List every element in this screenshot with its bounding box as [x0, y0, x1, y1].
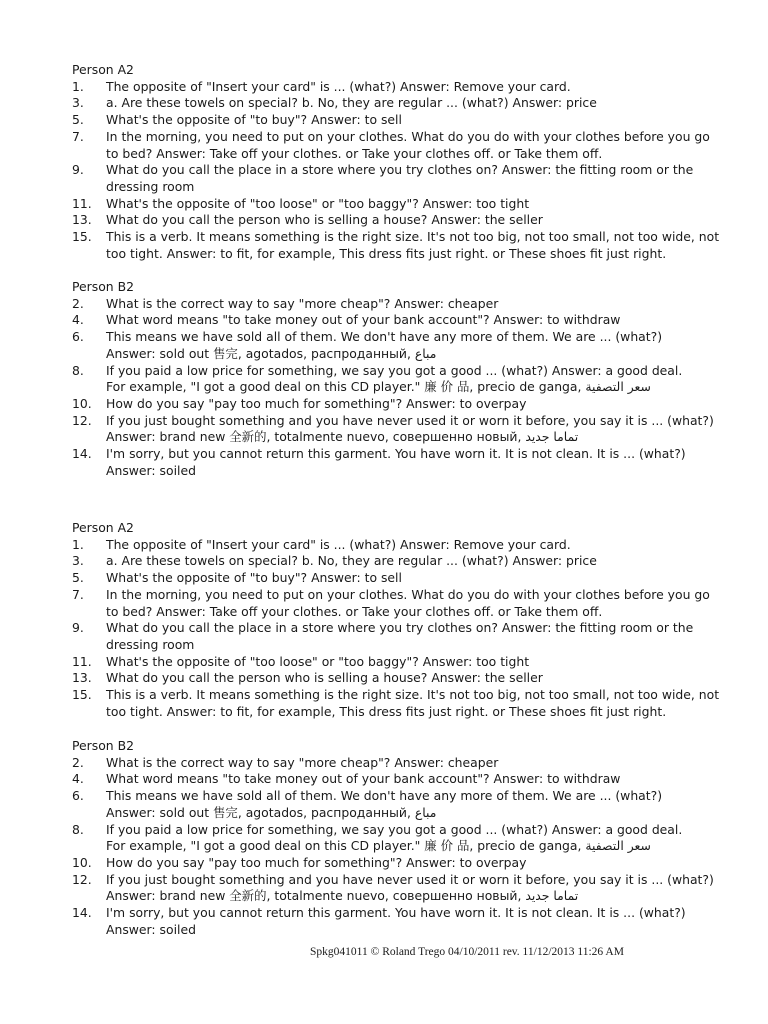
answer-text: too tight. Answer: to fit, for example, This dress fits just right. or These shoes fit just right. — [106, 245, 667, 261]
question-text: In the morning, you need to put on your clothes. What do you do with your clothes before you go — [106, 586, 710, 602]
question-text: This is a verb. It means something is the right size. It's not too big, not too small, not too wide, not — [106, 687, 720, 703]
question-text: What do you call the place in a store where you try clothes on? Answer: the fitting room or the — [106, 620, 694, 636]
question-text: If you just bought something and you have never used it or worn it before, you say it is ... (what?) — [106, 412, 714, 428]
question-text: a. Are these towels on special? b. No, they are regular ... (what?) Answer: price — [106, 95, 597, 111]
question-number: 10. — [72, 395, 92, 411]
question-item — [72, 396, 722, 413]
question-text: I'm sorry, but you cannot return this garment. You have worn it. It is not clean. It is ... (what?) — [106, 905, 686, 921]
question-item — [72, 587, 722, 620]
question-text: If you paid a low price for something, we say you got a good ... (what?) Answer: a good deal. — [106, 362, 683, 378]
question-item — [72, 755, 722, 772]
question-item — [72, 312, 722, 329]
question-text: How do you say "pay too much for something"? Answer: to overpay — [106, 854, 527, 870]
answer-text: Answer: sold out 售完, agotados, распроданный, مباع — [106, 345, 437, 361]
question-text: I'm sorry, but you cannot return this garment. You have worn it. It is not clean. It is ... (what?) — [106, 446, 686, 462]
question-number: 5. — [72, 112, 84, 128]
question-text: What word means "to take money out of your bank account"? Answer: to withdraw — [106, 312, 621, 328]
question-item — [72, 229, 722, 262]
question-item — [72, 212, 722, 229]
question-text: In the morning, you need to put on your clothes. What do you do with your clothes before you go — [106, 128, 710, 144]
question-item — [72, 620, 722, 653]
question-item — [72, 537, 722, 554]
answer-text: Answer: brand new 全新的, totalmente nuevo, совершенно новый, تماما جديد — [106, 888, 579, 904]
answer-text: Answer: soiled — [106, 921, 196, 937]
question-number: 5. — [72, 570, 84, 586]
section-heading: Person B2 — [72, 738, 134, 753]
answer-text: dressing room — [106, 178, 195, 194]
question-number: 9. — [72, 162, 84, 178]
question-number: 14. — [72, 446, 92, 462]
question-number: 6. — [72, 329, 84, 345]
question-number: 11. — [72, 653, 92, 669]
answer-text: For example, "I got a good deal on this CD player." 廉 价 品, precio de ganga, سعر التصفية — [106, 838, 651, 854]
section-person-a2 — [72, 62, 722, 262]
question-text: What do you call the person who is selling a house? Answer: the seller — [106, 670, 543, 686]
question-number: 10. — [72, 854, 92, 870]
question-number: 7. — [72, 128, 84, 144]
question-item — [72, 112, 722, 129]
answer-text: dressing room — [106, 636, 195, 652]
question-number: 4. — [72, 771, 84, 787]
question-item — [72, 654, 722, 671]
question-number: 12. — [72, 871, 92, 887]
section-person-b2 — [72, 279, 722, 479]
question-number: 2. — [72, 754, 84, 770]
question-item — [72, 162, 722, 195]
footer-copyright: Spkg041011 © Roland Trego 04/10/2011 rev. 11/12/2013 11:26 AM — [310, 946, 624, 958]
question-item — [72, 788, 722, 821]
question-item — [72, 446, 722, 479]
question-number: 3. — [72, 553, 84, 569]
question-item — [72, 95, 722, 112]
question-text: What's the opposite of "to buy"? Answer: to sell — [106, 112, 402, 128]
question-text: This means we have sold all of them. We don't have any more of them. We are ... (what?) — [106, 329, 663, 345]
question-number: 6. — [72, 788, 84, 804]
answer-text: to bed? Answer: Take off your clothes. or Take your clothes off. or Take them off. — [106, 603, 603, 619]
question-item — [72, 855, 722, 872]
question-item — [72, 296, 722, 313]
question-number: 3. — [72, 95, 84, 111]
question-item — [72, 570, 722, 587]
answer-text: Answer: brand new 全新的, totalmente nuevo, совершенно новый, تماما جديد — [106, 429, 579, 445]
question-number: 12. — [72, 412, 92, 428]
answer-text: Answer: soiled — [106, 462, 196, 478]
question-item — [72, 329, 722, 362]
question-text: This means we have sold all of them. We don't have any more of them. We are ... (what?) — [106, 788, 663, 804]
question-text: What do you call the place in a store where you try clothes on? Answer: the fitting room or the — [106, 162, 694, 178]
question-number: 14. — [72, 905, 92, 921]
question-item — [72, 553, 722, 570]
question-item — [72, 670, 722, 687]
question-item — [72, 687, 722, 720]
question-item — [72, 413, 722, 446]
answer-text: too tight. Answer: to fit, for example, This dress fits just right. or These shoes fit just right. — [106, 703, 667, 719]
question-number: 8. — [72, 362, 84, 378]
question-item — [72, 872, 722, 905]
question-item — [72, 129, 722, 162]
question-text: The opposite of "Insert your card" is ... (what?) Answer: Remove your card. — [106, 536, 571, 552]
question-text: If you just bought something and you have never used it or worn it before, you say it is ... (what?) — [106, 871, 714, 887]
question-number: 7. — [72, 586, 84, 602]
question-item — [72, 771, 722, 788]
question-text: The opposite of "Insert your card" is ... (what?) Answer: Remove your card. — [106, 78, 571, 94]
question-text: If you paid a low price for something, we say you got a good ... (what?) Answer: a good deal. — [106, 821, 683, 837]
question-number: 15. — [72, 687, 92, 703]
question-number: 11. — [72, 195, 92, 211]
question-number: 1. — [72, 78, 84, 94]
question-text: What's the opposite of "too loose" or "too baggy"? Answer: too tight — [106, 653, 530, 669]
answer-text: Answer: sold out 售完, agotados, распроданный, مباع — [106, 804, 437, 820]
question-text: a. Are these towels on special? b. No, they are regular ... (what?) Answer: price — [106, 553, 597, 569]
question-number: 1. — [72, 536, 84, 552]
question-number: 13. — [72, 670, 92, 686]
question-text: This is a verb. It means something is the right size. It's not too big, not too small, not too wide, not — [106, 229, 720, 245]
section-heading: Person A2 — [72, 62, 134, 77]
question-item — [72, 79, 722, 96]
question-text: What's the opposite of "too loose" or "too baggy"? Answer: too tight — [106, 195, 530, 211]
question-item — [72, 363, 722, 396]
answer-text: For example, "I got a good deal on this CD player." 廉 价 品, precio de ganga, سعر التصفية — [106, 379, 651, 395]
section-heading: Person B2 — [72, 279, 134, 294]
question-number: 8. — [72, 821, 84, 837]
section-heading: Person A2 — [72, 520, 134, 535]
question-item — [72, 822, 722, 855]
question-text: What is the correct way to say "more cheap"? Answer: cheaper — [106, 295, 499, 311]
question-number: 15. — [72, 229, 92, 245]
question-number: 9. — [72, 620, 84, 636]
question-text: What do you call the person who is selling a house? Answer: the seller — [106, 212, 543, 228]
question-item — [72, 196, 722, 213]
section-person-b2-copy — [72, 738, 722, 938]
question-number: 2. — [72, 295, 84, 311]
question-text: How do you say "pay too much for something"? Answer: to overpay — [106, 395, 527, 411]
question-text: What's the opposite of "to buy"? Answer: to sell — [106, 570, 402, 586]
question-text: What word means "to take money out of your bank account"? Answer: to withdraw — [106, 771, 621, 787]
question-number: 4. — [72, 312, 84, 328]
question-number: 13. — [72, 212, 92, 228]
question-text: What is the correct way to say "more cheap"? Answer: cheaper — [106, 754, 499, 770]
section-person-a2-copy — [72, 520, 722, 720]
question-item — [72, 905, 722, 938]
answer-text: to bed? Answer: Take off your clothes. or Take your clothes off. or Take them off. — [106, 145, 603, 161]
